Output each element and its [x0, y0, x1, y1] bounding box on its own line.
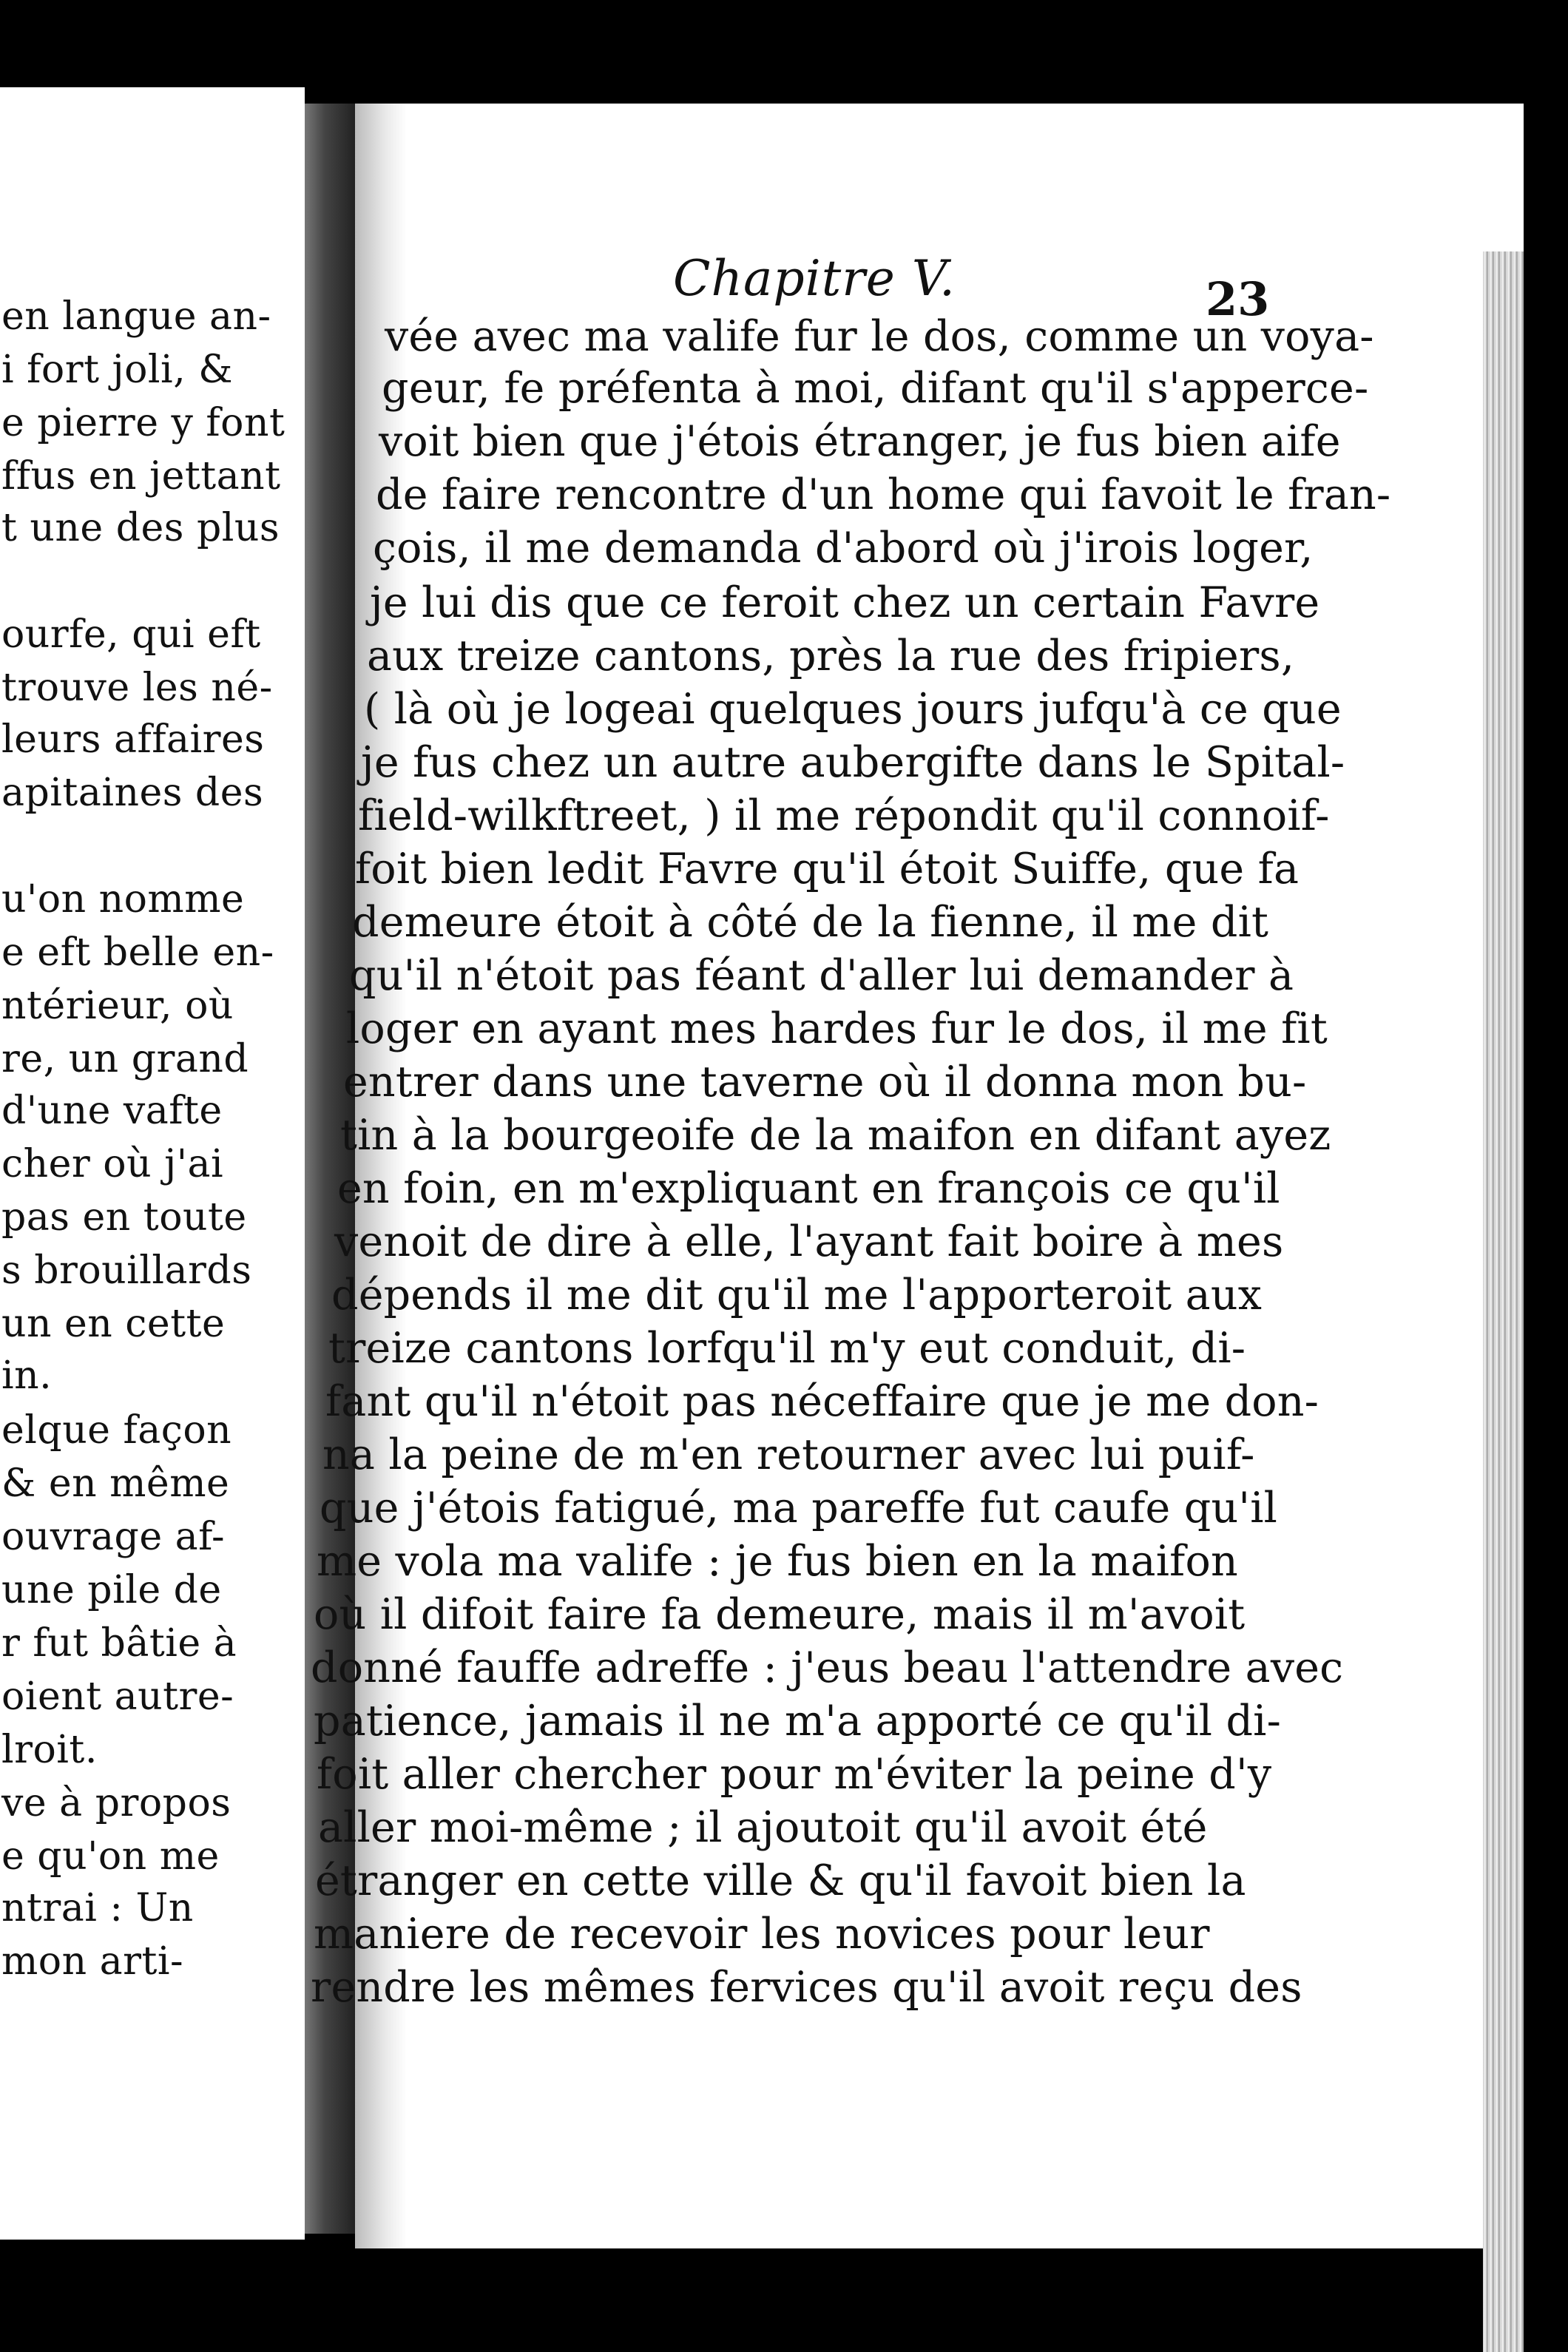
left-line: ntérieur, où	[1, 984, 234, 1028]
left-line: apitaines des	[1, 771, 264, 815]
left-line: in.	[1, 1354, 53, 1398]
text-line: çois, il me demanda d'abord où j'irois loger,	[373, 524, 1314, 572]
text-line: patience, jamais il ne m'a apporté ce qu'il di-	[314, 1697, 1282, 1746]
left-line: e eft belle en-	[1, 930, 274, 975]
left-line: e pierre y font	[1, 401, 285, 445]
left-line: une pile de	[1, 1568, 222, 1612]
text-line: aller moi-même ; il ajoutoit qu'il avoit été	[318, 1803, 1208, 1852]
text-line: donné fauffe adreffe : j'eus beau l'attendre avec	[311, 1643, 1344, 1692]
text-line: voit bien que j'étois étranger, je fus bien aife	[379, 417, 1341, 466]
text-line: geur, fe préfenta à moi, difant qu'il s'apperce-	[382, 364, 1369, 413]
text-line: fant qu'il n'étoit pas néceffaire que je me don-	[325, 1377, 1319, 1426]
left-line: pas en toute	[1, 1195, 247, 1240]
left-line: t une des plus	[1, 506, 280, 550]
text-line: loger en ayant mes hardes fur le dos, il me fit	[346, 1004, 1328, 1053]
text-line: field-wilkftreet, ) il me répondit qu'il connoif-	[358, 791, 1330, 840]
text-line: qu'il n'étoit pas féant d'aller lui demander à	[349, 951, 1294, 1000]
text-line: je lui dis que ce feroit chez un certain Favre	[370, 578, 1320, 627]
left-line: r fut bâtie à	[1, 1621, 237, 1666]
text-line: foit aller chercher pour m'éviter la peine d'y	[317, 1750, 1272, 1799]
left-line: ve à propos	[1, 1781, 232, 1825]
left-line: en langue an-	[1, 294, 271, 339]
text-line: entrer dans une taverne où il donna mon bu-	[343, 1058, 1307, 1106]
left-line: oient autre-	[1, 1675, 234, 1719]
text-line: de faire rencontre d'un home qui favoit le fran-	[376, 470, 1391, 519]
text-line: aux treize cantons, près la rue des fripiers,	[367, 632, 1295, 680]
text-line: maniere de recevoir les novices pour leur	[314, 1910, 1210, 1959]
left-line: ouvrage af-	[1, 1515, 226, 1559]
left-line: un en cette	[1, 1302, 226, 1346]
left-line: trouve les né-	[1, 666, 273, 710]
left-line: lroit.	[1, 1728, 98, 1772]
text-line: ( là où je logeai quelques jours jufqu'à ce que	[364, 685, 1342, 734]
text-line: étranger en cette ville & qu'il favoit bien la	[315, 1856, 1246, 1905]
page-edges	[1483, 251, 1524, 2352]
left-line: s brouillards	[1, 1248, 252, 1293]
text-line: que j'étois fatigué, ma pareffe fut caufe qu'il	[320, 1484, 1278, 1532]
text-line: où il difoit faire fa demeure, mais il m'avoit	[314, 1590, 1246, 1639]
text-line: dépends il me dit qu'il me l'apporteroit aux	[331, 1271, 1263, 1319]
left-line: mon arti-	[1, 1939, 184, 1984]
left-line: elque façon	[1, 1408, 232, 1453]
text-line: je fus chez un autre aubergifte dans le Spital-	[361, 738, 1345, 787]
running-head: Chapitre V.	[673, 250, 956, 307]
left-page	[0, 87, 305, 2240]
page-number: 23	[1206, 272, 1270, 326]
text-line: vée avec ma valife fur le dos, comme un voya-	[385, 312, 1374, 361]
left-line: & en même	[1, 1461, 230, 1506]
text-line: demeure étoit à côté de la fienne, il me dit	[352, 898, 1269, 947]
text-line: na la peine de m'en retourner avec lui puif-	[322, 1430, 1255, 1479]
text-line: me vola ma valife : je fus bien en la maifon	[317, 1537, 1238, 1586]
text-line: tin à la bourgeoife de la maifon en difant ayez	[340, 1111, 1331, 1160]
text-line: foit bien ledit Favre qu'il étoit Suiffe, que fa	[355, 845, 1300, 893]
text-line: venoit de dire à elle, l'ayant fait boire à mes	[334, 1217, 1284, 1266]
left-line: i fort joli, &	[1, 348, 234, 392]
left-line: d'une vafte	[1, 1089, 223, 1133]
left-line: ffus en jettant	[1, 454, 281, 499]
left-line: leurs affaires	[1, 717, 265, 762]
text-line: treize cantons lorfqu'il m'y eut conduit, di-	[328, 1324, 1246, 1373]
text-line: rendre les mêmes fervices qu'il avoit reçu des	[311, 1963, 1302, 2012]
left-line: re, un grand	[1, 1037, 249, 1081]
left-line: ntrai : Un	[1, 1886, 194, 1930]
left-line: cher où j'ai	[1, 1142, 224, 1186]
left-line: ourfe, qui eft	[1, 612, 261, 657]
left-line: u'on nomme	[1, 877, 245, 922]
text-line: en foin, en m'expliquant en françois ce qu'il	[337, 1164, 1280, 1213]
left-line: e qu'on me	[1, 1834, 220, 1879]
